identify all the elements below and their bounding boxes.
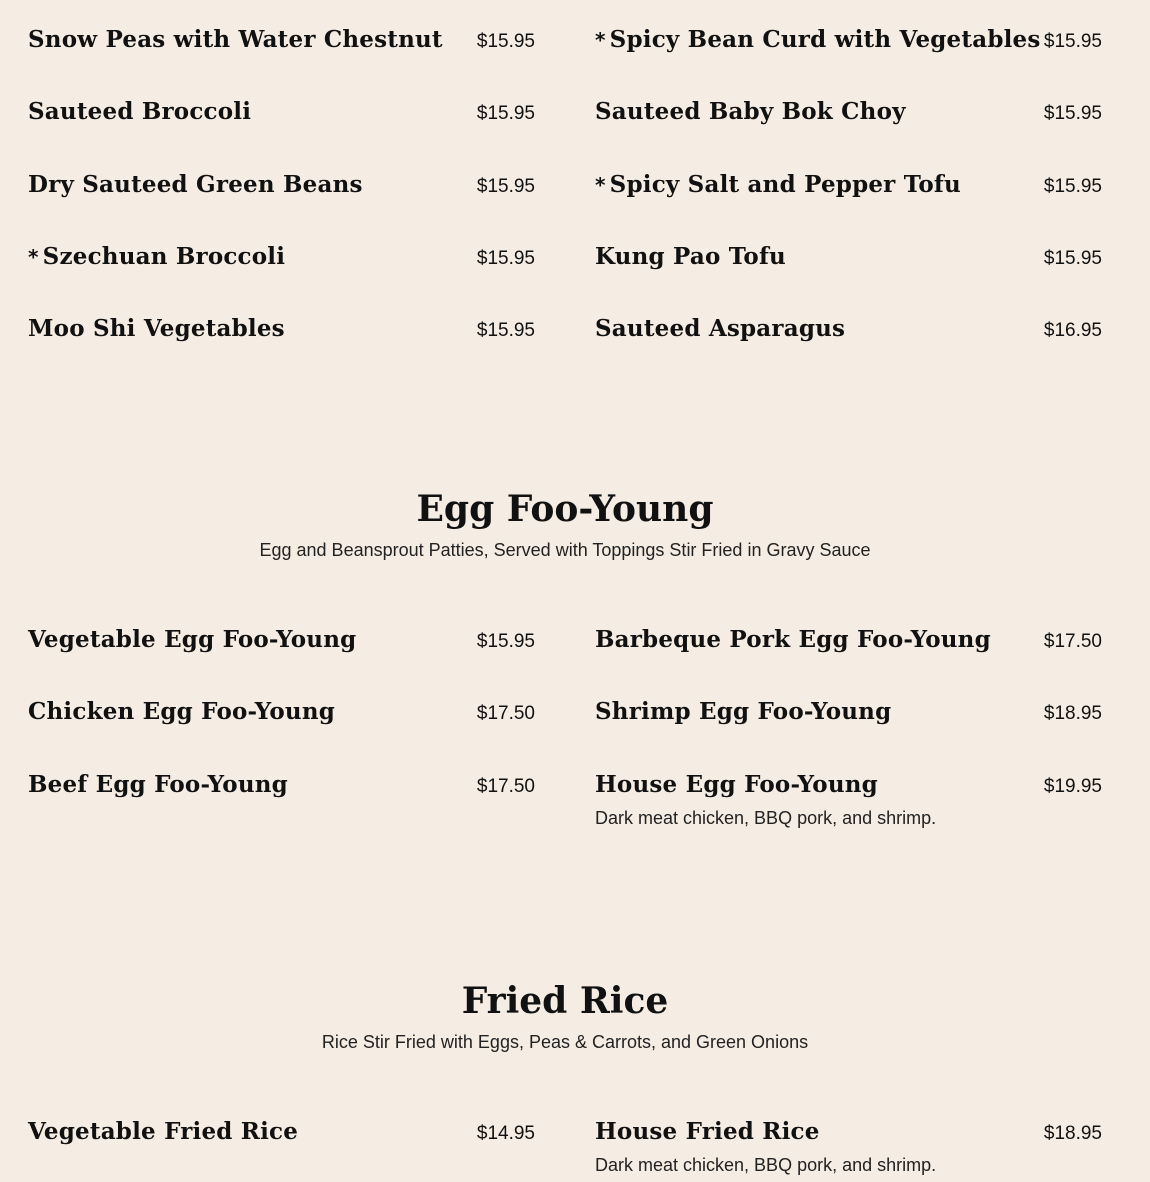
spicy-marker: * xyxy=(28,245,39,269)
menu-item xyxy=(28,315,535,342)
item-price: $18.95 xyxy=(1043,1123,1102,1144)
item-name: Sauteed Asparagus xyxy=(595,315,846,342)
section-subtitle: Egg and Beansprout Patties, Served with Toppings Stir Fried in Gravy Sauce xyxy=(259,540,871,560)
item-name: Shrimp Egg Foo-Young xyxy=(595,698,892,725)
spicy-marker: * xyxy=(595,173,606,197)
item-name: House Egg Foo-Young xyxy=(595,771,878,798)
section-title: Egg Foo-Young xyxy=(416,488,714,530)
menu-item xyxy=(28,171,535,198)
menu-item xyxy=(595,315,1102,342)
menu-item xyxy=(28,626,535,653)
menu-item xyxy=(28,98,535,125)
item-price: $15.95 xyxy=(476,248,535,269)
item-price: $15.95 xyxy=(476,103,535,124)
menu-item xyxy=(28,243,535,270)
item-name: Sauteed Baby Bok Choy xyxy=(595,98,906,125)
menu-item xyxy=(28,26,535,53)
menu-item xyxy=(595,98,1102,125)
item-name: Snow Peas with Water Chestnut xyxy=(28,26,443,53)
menu-item xyxy=(595,243,1102,270)
item-name: Dry Sauteed Green Beans xyxy=(28,171,363,198)
item-price: $17.50 xyxy=(476,776,535,797)
item-description: Dark meat chicken, BBQ pork, and shrimp. xyxy=(595,808,937,828)
item-price: $15.95 xyxy=(1043,31,1102,52)
item-price: $15.95 xyxy=(476,31,535,52)
item-name: * Spicy Bean Curd with Vegetables xyxy=(595,26,1041,53)
menu-item xyxy=(595,771,1102,829)
menu-item xyxy=(595,26,1102,53)
menu-item xyxy=(28,698,535,725)
item-name: Vegetable Fried Rice xyxy=(28,1118,299,1145)
menu-item xyxy=(595,698,1102,725)
item-name: Vegetable Egg Foo-Young xyxy=(28,626,357,653)
menu-item xyxy=(595,171,1102,198)
menu-item xyxy=(595,626,1102,653)
menu-item xyxy=(28,1118,535,1145)
item-price: $16.95 xyxy=(1043,320,1102,341)
item-name: House Fried Rice xyxy=(595,1118,820,1145)
item-name: Kung Pao Tofu xyxy=(595,243,786,270)
item-name: Sauteed Broccoli xyxy=(28,98,252,125)
item-price: $15.95 xyxy=(1043,176,1102,197)
item-name: Chicken Egg Foo-Young xyxy=(28,698,336,725)
section-subtitle: Rice Stir Fried with Eggs, Peas & Carrots, and Green Onions xyxy=(321,1032,809,1052)
item-price: $15.95 xyxy=(476,320,535,341)
item-name: * Spicy Salt and Pepper Tofu xyxy=(595,171,961,198)
item-price: $17.50 xyxy=(476,703,535,724)
item-name: Moo Shi Vegetables xyxy=(28,315,285,342)
menu-item xyxy=(28,771,535,798)
spicy-marker: * xyxy=(595,28,606,52)
item-price: $15.95 xyxy=(476,631,535,652)
item-price: $15.95 xyxy=(476,176,535,197)
item-price: $15.95 xyxy=(1043,103,1102,124)
item-name: Barbeque Pork Egg Foo-Young xyxy=(595,626,991,653)
section-title: Fried Rice xyxy=(461,980,669,1022)
item-name: Beef Egg Foo-Young xyxy=(28,771,288,798)
item-description: Dark meat chicken, BBQ pork, and shrimp. xyxy=(595,1155,937,1175)
item-price: $19.95 xyxy=(1043,776,1102,797)
item-name: * Szechuan Broccoli xyxy=(28,243,286,270)
item-price: $15.95 xyxy=(1043,248,1102,269)
item-price: $17.50 xyxy=(1043,631,1102,652)
item-price: $14.95 xyxy=(476,1123,535,1144)
item-price: $18.95 xyxy=(1043,703,1102,724)
menu-item xyxy=(595,1118,1102,1176)
